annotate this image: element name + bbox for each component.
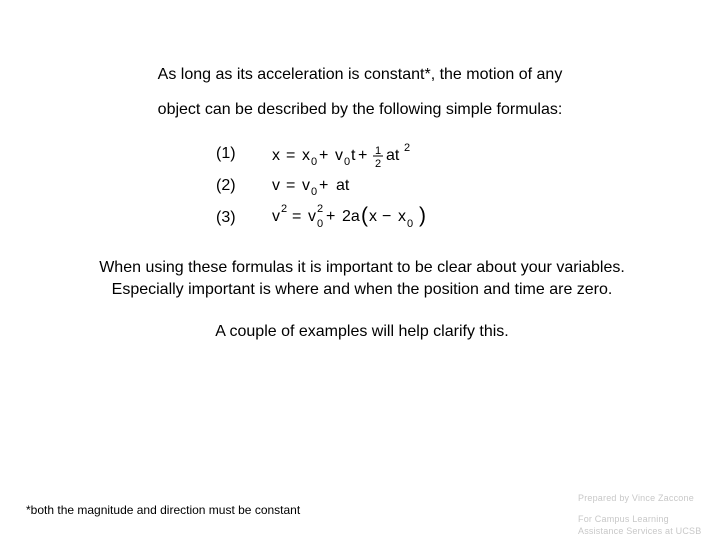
formula-3-x0-sub: 0 — [407, 218, 414, 230]
formula-3 — [264, 200, 444, 234]
formula-1 — [264, 138, 424, 172]
formula-3-rparen: ) — [419, 204, 426, 227]
formula-1-frac-den: 2 — [375, 158, 382, 170]
formula-3-x0: x — [398, 208, 406, 225]
formula-1-at: at — [386, 147, 400, 164]
formula-3-v: v — [308, 208, 316, 225]
formula-3-minus: − — [382, 208, 392, 225]
formula-1-exp: 2 — [404, 142, 411, 154]
formula-2-at: at — [336, 177, 350, 194]
formula-2-v-sub: 0 — [311, 186, 318, 198]
formula-2-lhs: v — [272, 177, 280, 194]
credit-line-1: Prepared by Vince Zaccone — [578, 493, 694, 503]
formula-1-label: (1) — [216, 145, 236, 162]
formula-1-frac-num: 1 — [375, 145, 382, 157]
formula-3-plus: + — [326, 208, 336, 225]
formula-1-lhs: x — [272, 147, 280, 164]
footnote: *both the magnitude and direction must be constant — [26, 503, 301, 517]
intro-line-1: As long as its acceleration is constant*, the motion of any — [157, 66, 563, 83]
formula-3-lparen: ( — [361, 204, 368, 227]
formula-3-v-exp: 2 — [317, 203, 324, 215]
formula-2-label: (2) — [216, 177, 236, 194]
formula-1-v-sub: 0 — [344, 156, 351, 168]
formula-1-plus-2: + — [358, 147, 368, 164]
formula-2 — [264, 172, 374, 200]
formula-1-x-sub: 0 — [311, 156, 318, 168]
formula-3-v-sub: 0 — [317, 218, 324, 230]
body-line-2: Especially important is where and when the position and time are zero. — [111, 281, 613, 298]
formula-2-v: v — [302, 177, 310, 194]
formula-3-lhs: v — [272, 208, 280, 225]
intro-line-2: object can be described by the following simple formulas: — [157, 101, 563, 118]
formula-3-lhs-exp: 2 — [281, 203, 288, 215]
formula-3-eq: = — [292, 208, 302, 225]
formula-3-x: x — [369, 208, 377, 225]
body-line-1: When using these formulas it is important to be clear about your variables. — [99, 259, 625, 276]
formula-1-t: t — [351, 147, 356, 164]
credit-line-2: For Campus Learning — [578, 514, 669, 524]
credit-line-3: Assistance Services at UCSB — [578, 526, 702, 536]
formula-1-v: v — [335, 147, 343, 164]
formula-3-label: (3) — [216, 209, 236, 226]
formula-1-x: x — [302, 147, 310, 164]
formula-3-coef: 2a — [342, 208, 360, 225]
formula-1-plus-1: + — [319, 147, 329, 164]
formula-1-eq: = — [286, 147, 296, 164]
formula-2-plus: + — [319, 177, 329, 194]
body-line-3: A couple of examples will help clarify this. — [215, 323, 509, 340]
formula-2-eq: = — [286, 177, 296, 194]
